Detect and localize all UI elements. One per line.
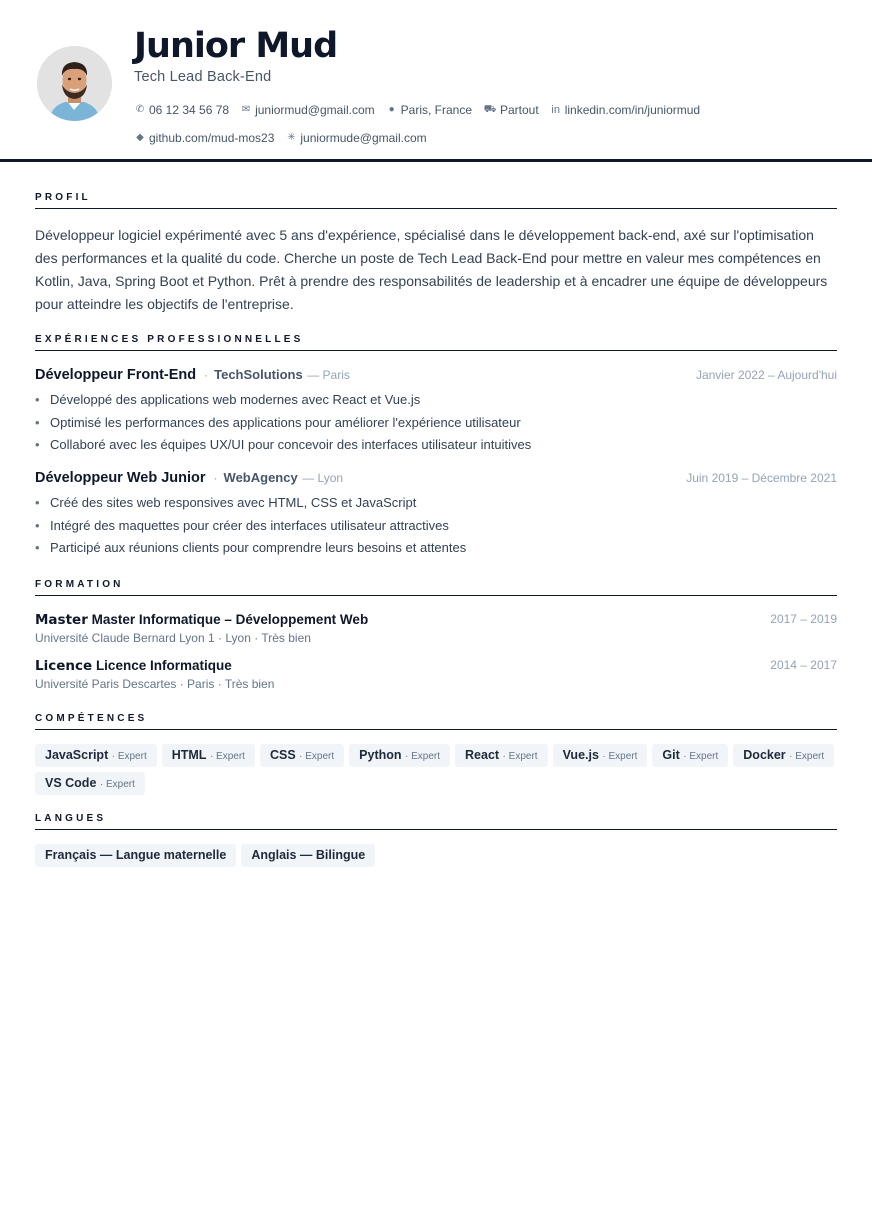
language-label: Anglais — Bilingue [251,848,366,862]
separator-dot: · [204,368,209,382]
skill-chip [162,744,255,767]
job-target: Tech Lead Back-End [134,69,272,85]
education-dates: 2017 – 2019 [770,612,837,626]
job-title: Développeur Web Junior [35,470,206,486]
job-bullet: • Développé des applications web modernes avec React et Vue.js [50,389,837,412]
skill-name: Python [359,748,402,762]
contact-mobility-text: Partout [500,103,539,117]
skill-level: · Expert [683,751,719,762]
contact-phone-text: 06 12 34 56 78 [149,103,230,117]
skill-level: · Expert [602,751,638,762]
skill-chip [553,744,648,767]
skill-chip [260,744,344,767]
separator-dot: · [213,471,218,485]
job-bullet: • Collaboré avec les équipes UX/UI pour concevoir des interfaces utilisateur intuitives [50,434,837,457]
section-title-profile: PROFIL [35,192,837,209]
skill-chip [455,744,548,767]
linkedin-icon: in [551,104,560,116]
job-dates: Janvier 2022 – Aujourd'hui [695,368,837,382]
skill-name: JavaScript [45,748,109,762]
education-degree: Master [35,612,88,628]
skill-name: CSS [269,748,296,762]
github-icon: ◆ [136,132,144,143]
job-location: — Paris [307,368,350,382]
job-bullet: • Optimisé les performances des applications pour améliorer l'expérience utilisateur [50,412,837,435]
skill-level: · Expert [99,779,135,790]
section-title-experience: EXPÉRIENCES PROFESSIONNELLES [35,334,837,351]
job-bullet: • Intégré des maquettes pour créer des interfaces utilisateur attractives [50,515,837,538]
education-school: Université Claude Bernard Lyon 1 · Lyon · Très bien [35,631,311,645]
section-title-languages: LANGUES [35,813,837,830]
job-company: WebAgency [223,470,298,485]
skill-name: VS Code [45,776,97,790]
skills-list [35,744,840,795]
contact-github-text: github.com/mud-mos23 [149,131,275,145]
section-title-skills: COMPÉTENCES [35,713,837,730]
contact-linkedin[interactable] [550,96,700,124]
contact-linkedin-text: linkedin.com/in/juniormud [564,103,701,117]
skill-level: · Expert [405,751,441,762]
language-chip [35,844,236,867]
phone-icon: ✆ [135,104,145,115]
skill-level: · Expert [789,751,825,762]
skill-chip [35,744,157,767]
job-title: Développeur Front-End [35,367,197,383]
cv-header [0,0,872,162]
experience-item [35,469,837,560]
avatar [37,46,112,121]
skill-name: React [465,748,500,762]
contact-email-text: juniormud@gmail.com [255,103,375,117]
skill-chip [349,744,450,767]
education-field: Licence Informatique [95,658,232,673]
contact-location [386,96,472,124]
car-icon: ⛟ [483,104,497,115]
skill-chip [652,744,728,767]
skill-name: HTML [171,748,207,762]
candidate-name: Junior Mud [134,26,338,66]
education-item [35,612,837,645]
job-location: — Lyon [302,471,344,485]
contact-list [134,96,844,152]
contact-other[interactable] [285,124,426,152]
job-bullet: • Créé des sites web responsives avec HTML, CSS et JavaScript [50,492,837,515]
skill-level: · Expert [209,751,245,762]
skill-name: Vue.js [562,748,599,762]
education-dates: 2014 – 2017 [770,658,837,672]
contact-other-text: juniormude@gmail.com [300,131,427,145]
contact-phone[interactable] [134,96,229,124]
language-chip [241,844,375,867]
mail-icon: ✉ [241,104,251,115]
contact-mobility [483,96,539,124]
contact-github[interactable] [134,124,274,152]
education-field: Master Informatique – Développement Web [91,612,369,627]
skill-chip [733,744,834,767]
job-bullet: • Participé aux réunions clients pour comprendre leurs besoins et attentes [50,537,837,560]
skill-name: Docker [743,748,786,762]
skill-chip [35,772,145,795]
experience-item [35,366,837,457]
profile-summary: Développeur logiciel expérimenté avec 5 ans d'expérience, spécialisé dans le développement back-end, axé sur l'optimisation des performances et la qualité du code. Cherche un poste de Tech Lead Back-End pour mettre en valeur mes compétences en Kotlin, Java, Spring Boot et Python. Prêt à prendre des responsabilités de leadership et à encadrer une équipe de développeurs pour atteindre les objectifs de l'entreprise. [35,227,828,312]
contact-location-text: Paris, France [400,103,472,117]
skill-level: · Expert [111,751,147,762]
star-icon: ✳ [287,132,296,143]
language-label: Français — Langue maternelle [45,848,227,862]
education-school: Université Paris Descartes · Paris · Très bien [35,677,275,691]
skill-level: · Expert [299,751,335,762]
job-company: TechSolutions [214,367,303,382]
skill-name: Git [662,748,680,762]
avatar-photo [37,46,112,121]
languages-list [35,844,840,867]
skill-level: · Expert [502,751,538,762]
education-item [35,658,837,691]
job-bullets [35,492,837,560]
location-icon: ● [388,104,395,115]
job-bullets [35,389,837,457]
contact-email[interactable] [240,96,375,124]
section-title-education: FORMATION [35,579,837,596]
job-dates: Juin 2019 – Décembre 2021 [686,471,837,485]
education-degree: Licence [35,658,93,674]
